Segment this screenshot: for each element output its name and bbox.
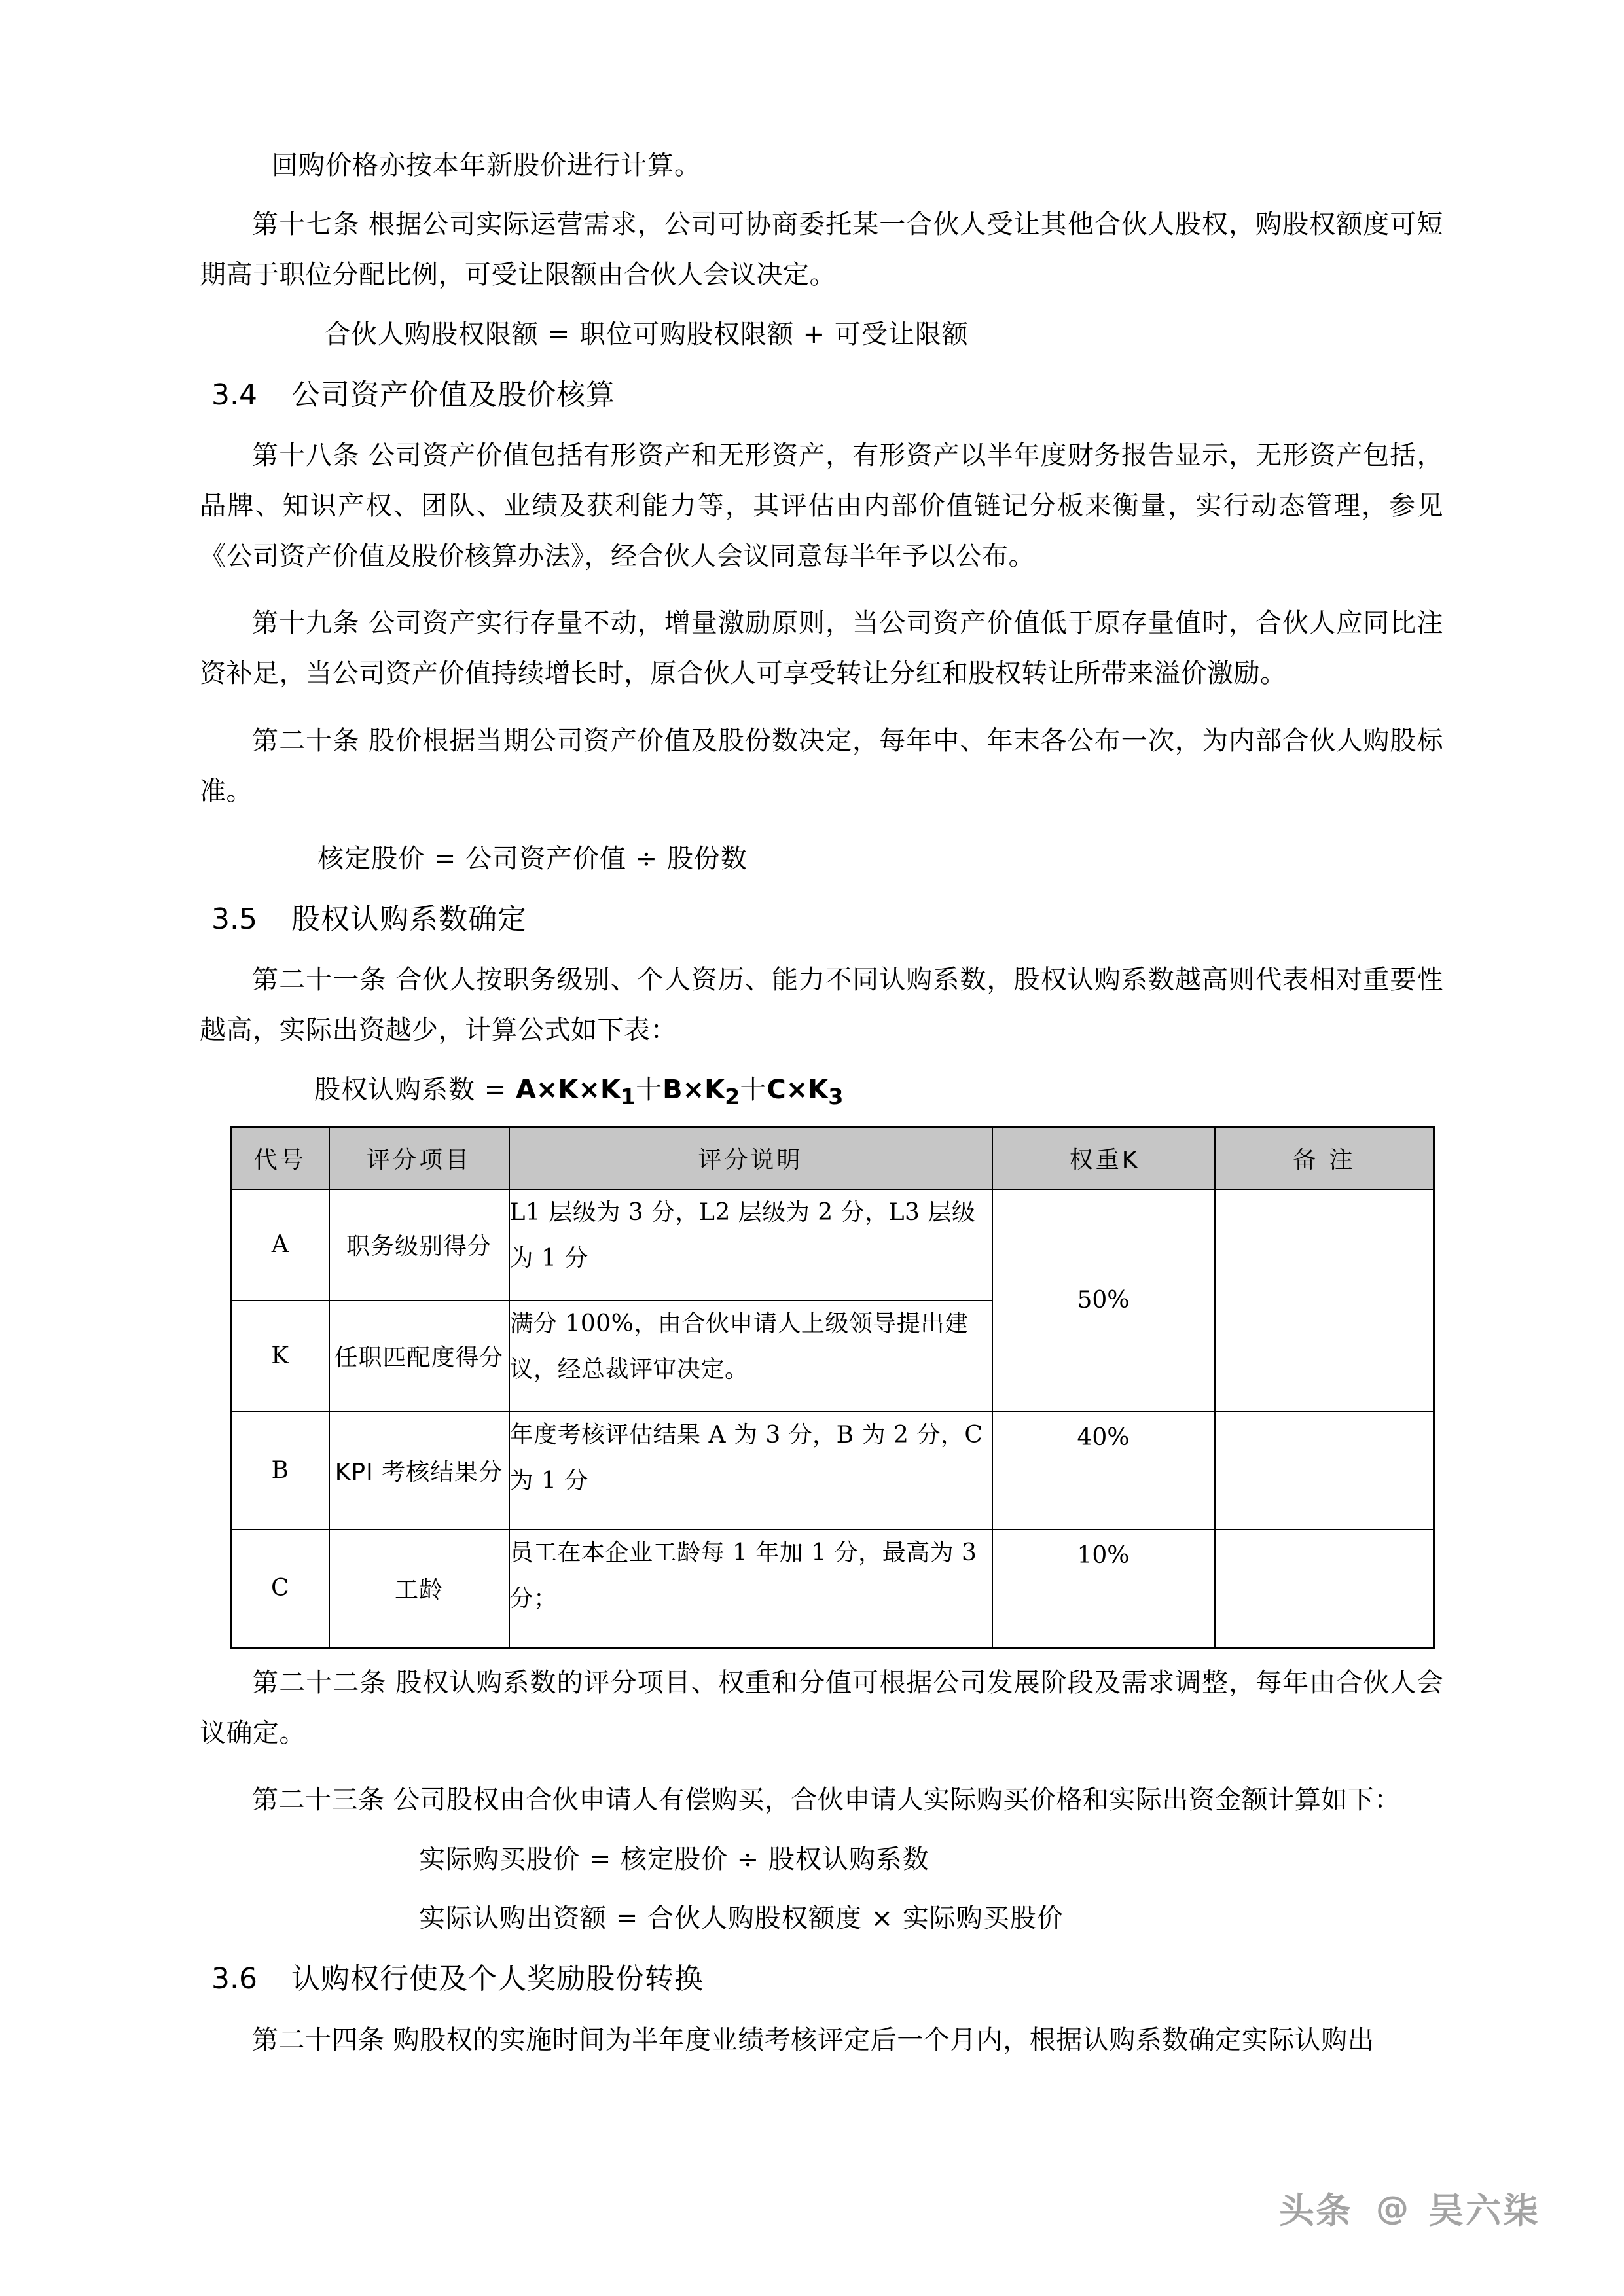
article-24-paragraph: 第二十四条 购股权的实施时间为半年度业绩考核评定后一个月内，根据认购系数确定实际认购出 (252, 2024, 1375, 2055)
cell-item-b-text: 考核结果分 (373, 1459, 503, 1486)
at-symbol-icon: @ (1376, 2189, 1409, 2227)
article-19-paragraph: 第十九条 公司资产实行存量不动，增量激励原则，当公司资产价值低于原存量值时，合伙人应同比注资补足，当公司资产价值持续增长时，原合伙人可享受转让分红和股权转让所带来溢价激励。 (200, 608, 1443, 689)
cell-note-10 (1215, 1530, 1434, 1648)
cell-code-b: B (231, 1412, 329, 1530)
heading-3-4 (200, 368, 1443, 422)
spacer (200, 699, 1443, 716)
cell-item-b (329, 1412, 509, 1530)
heading-3-6 (200, 1952, 1443, 2005)
cell-desc-c: 员工在本企业工龄每 1 年加 1 分，最高为 3 分； (509, 1530, 992, 1648)
page-content (200, 141, 1443, 2065)
heading-3-4-text: 公司资产价值及股价核算 (291, 378, 615, 412)
cell-weight-50: 50% (992, 1189, 1215, 1412)
spacer (200, 1758, 1443, 1775)
cell-desc-b: 年度考核评估结果 A 为 3 分，B 为 2 分，C 为 1 分 (509, 1412, 992, 1530)
continuation-line: 回购价格亦按本年新股价进行计算。 (272, 151, 701, 181)
formula-actual-purchase-price: 实际购买股价 = 核定股价 ÷ 股权认购系数 (419, 1844, 929, 1875)
cell-note-50 (1215, 1189, 1434, 1412)
article-23-paragraph: 第二十三条 公司股权由合伙申请人有偿购买，合伙申请人实际购买价格和实际出资金额计算如下： (252, 1785, 1401, 1816)
spacer (200, 300, 1443, 310)
table-header-item: 评分项目 (329, 1127, 509, 1189)
spacer (200, 817, 1443, 834)
cell-item-b-letters: KPI (334, 1459, 374, 1486)
spacer (200, 1943, 1443, 1952)
cell-code-c: C (231, 1530, 329, 1648)
formula-share-price: 核定股价 = 公司资产价值 ÷ 股份数 (317, 843, 748, 874)
watermark-author-name: 吴六柒 (1428, 2189, 1540, 2231)
cell-weight-10: 10% (992, 1530, 1215, 1648)
spacer (200, 2006, 1443, 2015)
table-header-description: 评分说明 (509, 1127, 992, 1189)
scoring-coefficient-table (230, 1126, 1435, 1649)
heading-3-6-number: 3.6 (211, 1962, 257, 1996)
formula-term-b: B×K (662, 1074, 725, 1105)
heading-3-6-text: 认购权行使及个人奖励股份转换 (291, 1962, 704, 1996)
formula-actual-subscription-amount: 实际认购出资额 = 合伙人购股权额度 × 实际购买股价 (419, 1903, 1064, 1934)
spacer (200, 1056, 1443, 1065)
article-21-paragraph: 第二十一条 合伙人按职务级别、个人资历、能力不同认购系数，股权认购系数越高则代表相对重要性越高，实际出资越少，计算公式如下表： (200, 964, 1443, 1045)
formula-partner-quota: 合伙人购股权限额 = 职位可购股权限额 + 可受让限额 (324, 319, 969, 350)
table-header-weight (992, 1127, 1215, 1189)
heading-3-5 (200, 893, 1443, 946)
cell-item-k: 任职匹配度得分 (329, 1300, 509, 1412)
formula-label: 股权认购系数 = (314, 1074, 516, 1105)
table-header-weight-zh: 权重 (1069, 1147, 1122, 1174)
formula-sub-2: 2 (725, 1083, 740, 1109)
cell-code-k: K (231, 1300, 329, 1412)
formula-term-a: A×K×K (515, 1074, 621, 1105)
spacer (200, 359, 1443, 368)
heading-3-4-number: 3.4 (211, 378, 257, 412)
formula-sub-1: 1 (620, 1083, 636, 1109)
formula-subscription-coefficient (200, 1065, 1443, 1117)
article-22-paragraph: 第二十二条 股权认购系数的评分项目、权重和分值可根据公司发展阶段及需求调整，每年由合伙人会议确定。 (200, 1667, 1443, 1748)
spacer (200, 422, 1443, 431)
table-row (231, 1189, 1434, 1300)
spacer (200, 884, 1443, 893)
formula-sub-3: 3 (828, 1083, 844, 1109)
article-17-paragraph: 第十七条 根据公司实际运营需求，公司可协商委托某一合伙人受让其他合伙人股权，购股权额度可短期高于职位分配比例，可受让限额由合伙人会议决定。 (200, 209, 1443, 290)
heading-3-5-number: 3.5 (211, 902, 257, 936)
watermark (1279, 2183, 1540, 2233)
toutiao-logo-text: 头条 (1279, 2190, 1352, 2231)
article-20-paragraph: 第二十条 股价根据当期公司资产价值及股份数决定，每年中、年末各公布一次，为内部合伙人购股标准。 (200, 725, 1443, 806)
cell-desc-k: 满分 100%，由合伙申请人上级领导提出建议，经总裁评审决定。 (509, 1300, 992, 1412)
cell-desc-a: L1 层级为 3 分，L2 层级为 2 分，L3 层级为 1 分 (509, 1189, 992, 1300)
heading-3-5-text: 股权认购系数确定 (291, 902, 527, 936)
spacer (200, 581, 1443, 598)
cell-note-40 (1215, 1412, 1434, 1530)
table-header-weight-letter: K (1121, 1147, 1138, 1174)
table-header-note: 备 注 (1215, 1127, 1434, 1189)
spacer (200, 190, 1443, 200)
cell-item-a: 职务级别得分 (329, 1189, 509, 1300)
table-row (231, 1530, 1434, 1648)
cell-weight-40: 40% (992, 1412, 1215, 1530)
cell-item-c: 工龄 (329, 1530, 509, 1648)
spacer (200, 946, 1443, 955)
formula-plus-1: 十 (636, 1074, 663, 1105)
formula-term-c: C×K (767, 1074, 829, 1105)
spacer (200, 1649, 1443, 1658)
spacer (200, 1825, 1443, 1835)
spacer (200, 1117, 1443, 1126)
article-18-paragraph: 第十八条 公司资产价值包括有形资产和无形资产，有形资产以半年度财务报告显示，无形资产包括，品牌、知识产权、团队、业绩及获利能力等，其评估由内部价值链记分板来衡量，实行动态管理，参见《公司资产价值及股价核算办法》，经合伙人会议同意每半年予以公布。 (200, 440, 1443, 571)
table-row (231, 1412, 1434, 1530)
cell-code-a: A (231, 1189, 329, 1300)
spacer (200, 1884, 1443, 1893)
formula-plus-2: 十 (740, 1074, 767, 1105)
table-header-row (231, 1127, 1434, 1189)
table-header-code: 代号 (231, 1127, 329, 1189)
